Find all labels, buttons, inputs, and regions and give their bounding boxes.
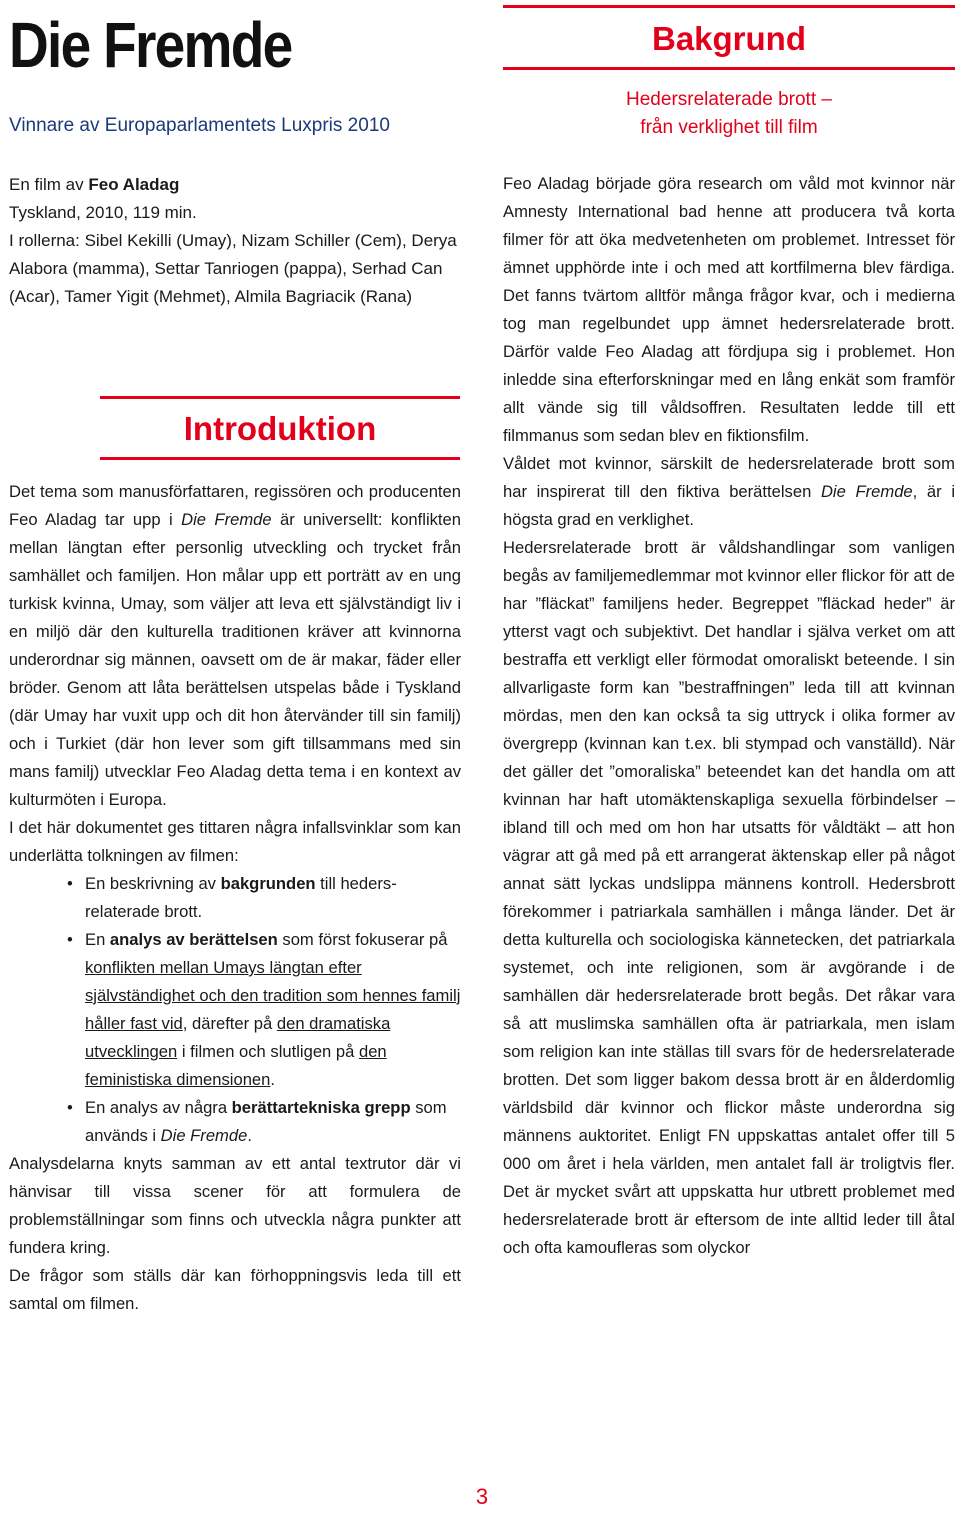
- intro-paragraph-3: Analysdelarna knyts samman av ett antal textrutor där vi hänvisar till vissa scener för att formulera de problemställningar som finns och utveckla några punkter att fundera kring.: [9, 1154, 461, 1257]
- bullet3-a: En analys av några: [85, 1098, 232, 1117]
- underlined-drama: den dramatiska utvecklingen: [85, 1014, 391, 1061]
- intro-paragraph-1: [9, 478, 461, 814]
- bullet1-bold: bakgrunden: [220, 874, 316, 893]
- background-heading: Bakgrund: [651, 20, 806, 57]
- cast-line: I rollerna: Sibel Kekilli (Umay), Nizam Schiller (Cem), Derya Alabora (mamma), Settar Tanriogen (pappa), Serhad Can (Acar), Tamer Yigit (Mehmet), Almila Bagriacik (Rana): [9, 231, 457, 306]
- bullet-text: [69, 870, 461, 926]
- film-title: Die Fremde: [9, 9, 292, 81]
- background-paragraph-1: Feo Aladag började göra research om våld mot kvinnor när Amnesty International bad henne att producera två korta filmer för att öka medvetenheten om problemet. Intresset för ämnet upphörde inte i och med att kortfilmerna blev färdiga. Det fanns tvärtom alltför många frågor kvar, och i medierna tog man regelbundet upp ämnet hedersrelaterade brott. Därför valde Feo Aladag att fördjupa sig i problemet. Hon inledde sina efterforskningar med en lång enkät som framför allt vände sig till våldsoffren. Resultaten ledde till ett filmmanus som sedan blev en fiktionsfilm.: [503, 174, 955, 445]
- background-heading-box: [503, 5, 955, 70]
- background-paragraph-3: Hedersrelaterade brott är våldshandlingar som vanligen begås av familjemedlemmar mot kvinnor eller flickor för att de har ”fläckat” familjens heder. Begreppet ”fläckad heder” är ytterst vagt och subjektivt. Det handlar i själva verket om att bestraffa ett verkligt eller förmodat omoraliskt beteende. I sin allvarligaste form kan ”bestraffningen” leda till att kvinnan mördas, men den kan också ta sig uttryck i olika former av övergrepp (kvinnan kan t.ex. bli stympad och vanställd). När det gäller det ”omoraliska” beteendet kan det handla om att kvinnan har haft utomäktenskapliga sexuella förbindelser – ibland till och med om hon har utsatts för våldtäkt – att hon vägrar att gå med på ett arrangerat äktenskap eller på något annat sätt lyckas undslippa männens kontroll. Hedersbrott förekommer i patriarkala samhällen i många länder. Det är detta kulturella och sociologiska kännetecken, det patriarkala systemet, och inte religionen, som är avgörande i de samhällen där hedersrelaterade brott begås. Det råkar vara så att muslimska samhällen ofta är patriarkala, men islam som religion kan inte ställas till svars för de hedersrelaterade brotten. Det som ligger bakom dessa brott är en ålderdomlig världsbild där kvinnor och flickor måste underordna sig männens auktoritet. Enligt FN uppskattas antalet offer till 5 000 om året i hela världen, men antalet fall är troligtvis fler. Det är mycket svårt att uppskatta hur utbrett problemet med hedersrelaterade brott är eftersom de inte alltid leder till åtal och ofta kamoufleras som olyckor: [503, 538, 955, 1257]
- director-prefix: En film av: [9, 175, 89, 194]
- intro-bullet-list: [9, 870, 461, 1150]
- bullet3-b: som används i: [85, 1098, 447, 1145]
- bullet-text: [69, 1094, 461, 1150]
- director-line: [9, 171, 465, 199]
- background-paragraph-2: [503, 450, 955, 534]
- bullet2-a: En: [85, 930, 110, 949]
- background-subtitle-line-2: från verklighet till film: [640, 117, 818, 138]
- bg-p2-end: , är i högsta grad en verklighet.: [503, 482, 956, 529]
- background-body: [503, 170, 955, 1262]
- underlined-conflict: konflikten mellan Umays längtan efter självständighet och den tradition som hennes familj håller fast vid: [85, 958, 461, 1033]
- bullet-icon: •: [67, 930, 73, 949]
- page-number: 3: [475, 1484, 489, 1509]
- bullet2-b: som först fokuserar på: [277, 930, 448, 949]
- intro-heading-box: [100, 396, 460, 460]
- bullet2-e: .: [270, 1070, 276, 1089]
- bullet3-bold: berättartekniska grepp: [231, 1098, 411, 1117]
- bullet2-bold: analys av berättelsen: [109, 930, 278, 949]
- intro-p1-end: är universellt: konflikten mellan längtan efter personlig utveckling och trycket från samhället och familjen. Hon målar upp ett porträtt av en ung turkisk kvinna, Umay, som väljer att leva ett självständigt liv i en miljö där den kulturella traditionen kräver att kvinnorna underordnar sig männen, oavsett om de är makar, fäder eller bröder. Genom att låta berättelsen utspelas både i Tyskland (där Umay har vuxit upp och dit hon återvänder till sin familj) och i Turkiet (där hon lever som gift tillsammans med sin mans familj) utvecklar Feo Aladag detta tema i en kontext av kulturmöten i Europa.: [9, 510, 461, 809]
- bullet-text: [69, 926, 461, 1094]
- list-item: [69, 870, 461, 926]
- bullet1-a: En beskrivning av: [85, 874, 221, 893]
- award-subtitle: Vinnare av Europaparlamentets Luxpris 2010: [9, 115, 390, 136]
- intro-p1-start: Det tema som manusförfattaren, regissören och producenten Feo Aladag tar upp i: [9, 482, 461, 529]
- background-subtitle-line-1: Hedersrelaterade brott –: [626, 89, 832, 110]
- bullet-icon: •: [67, 1098, 73, 1117]
- bullet1-b: till heders- relaterade brott.: [85, 874, 397, 921]
- intro-paragraph-4: De frågor som ställs där kan förhoppningsvis leda till ett samtal om filmen.: [9, 1266, 461, 1313]
- bullet-icon: •: [67, 874, 73, 893]
- background-subtitle: [503, 86, 955, 142]
- intro-body: [9, 478, 461, 1318]
- production-line: Tyskland, 2010, 119 min.: [9, 203, 197, 222]
- intro-paragraph-2: I det här dokumentet ges tittaren några infallsvinklar som kan underlätta tolkningen av filmen:: [9, 818, 461, 865]
- credits-block: [9, 171, 465, 311]
- film-title-italic: Die Fremde: [181, 510, 272, 529]
- underlined-feminism: den feministiska dimensionen: [85, 1042, 387, 1089]
- intro-heading: Introduktion: [183, 410, 377, 447]
- bullet3-title: Die Fremde: [160, 1126, 248, 1145]
- director-name: Feo Aladag: [88, 175, 180, 194]
- list-item: [69, 926, 461, 1094]
- bullet2-d: i filmen och slutligen på: [177, 1042, 359, 1061]
- list-item: [69, 1094, 461, 1150]
- bullet2-c: , därefter på: [182, 1014, 277, 1033]
- bg-p2-start: Våldet mot kvinnor, särskilt de hedersrelaterade brott som har inspirerat till den fiktiva berättelsen: [503, 454, 955, 501]
- bg-film-title-italic: Die Fremde: [820, 482, 913, 501]
- bullet3-c: .: [247, 1126, 252, 1145]
